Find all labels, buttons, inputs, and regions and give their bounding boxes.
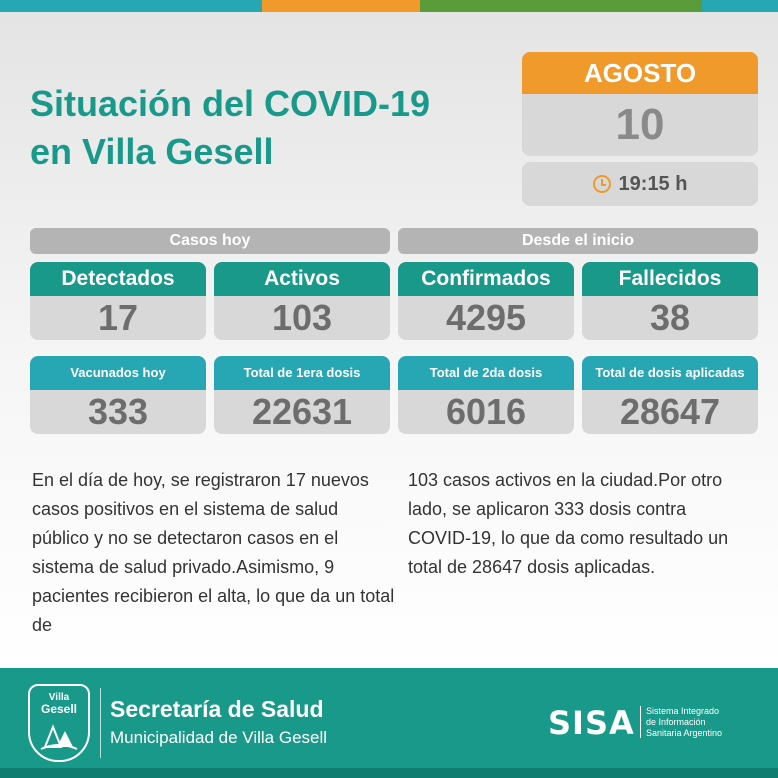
section-since-start: Desde el inicio xyxy=(398,228,758,254)
stat-value: 17 xyxy=(30,296,206,340)
footer-divider xyxy=(100,688,101,758)
stat-value: 333 xyxy=(30,390,206,434)
date-day: 10 xyxy=(522,94,758,156)
title-line-1: Situación del COVID-19 xyxy=(30,83,431,124)
stat-label: Total de dosis aplicadas xyxy=(582,356,758,390)
title-line-2: en Villa Gesell xyxy=(30,131,274,172)
logo-text-2: Gesell xyxy=(40,702,78,716)
sisa-divider xyxy=(640,706,641,738)
page-title xyxy=(30,80,480,176)
sisa-subtitle xyxy=(646,706,722,739)
footer-bottom-bar xyxy=(0,768,778,778)
time-label: 19:15 h xyxy=(618,173,688,195)
summary-paragraph-col2: 103 casos activos en la ciudad.Por otro lado, se aplicaron 333 dosis contra COVID-19, lo que da como resultado un total de 28647 dosis aplicadas. xyxy=(408,470,729,577)
top-color-bar xyxy=(0,0,778,12)
sisa-logo: SISA xyxy=(548,704,635,742)
stat-label: Vacunados hoy xyxy=(30,356,206,390)
stat-label: Confirmados xyxy=(398,262,574,296)
sisa-line-3: Sanitaria Argentino xyxy=(646,728,723,738)
pine-tree-icon xyxy=(37,717,81,753)
stat-value: 4295 xyxy=(398,296,574,340)
stat-segunda-dosis xyxy=(398,356,574,434)
stat-confirmados xyxy=(398,262,574,340)
stat-label: Detectados xyxy=(30,262,206,296)
section-today: Casos hoy xyxy=(30,228,390,254)
stat-value: 28647 xyxy=(582,390,758,434)
stat-dosis-aplicadas xyxy=(582,356,758,434)
stat-value: 103 xyxy=(214,296,390,340)
stat-label: Activos xyxy=(214,262,390,296)
clock-icon xyxy=(593,175,611,193)
org-title: Secretaría de Salud xyxy=(110,696,324,722)
stat-label: Fallecidos xyxy=(582,262,758,296)
stat-label: Total de 1era dosis xyxy=(214,356,390,390)
stat-activos xyxy=(214,262,390,340)
sisa-line-2: de Información xyxy=(646,717,706,727)
logo-text-1: Villa xyxy=(48,692,70,703)
villa-gesell-logo xyxy=(28,684,90,762)
stat-value: 22631 xyxy=(214,390,390,434)
stat-vacunados-hoy xyxy=(30,356,206,434)
stat-label: Total de 2da dosis xyxy=(398,356,574,390)
stat-primera-dosis xyxy=(214,356,390,434)
footer xyxy=(0,668,778,778)
date-time xyxy=(522,162,758,206)
stat-value: 6016 xyxy=(398,390,574,434)
org-subtitle: Municipalidad de Villa Gesell xyxy=(110,728,328,747)
stat-value: 38 xyxy=(582,296,758,340)
summary-paragraph-col1: En el día de hoy, se registraron 17 nuevos casos positivos en el sistema de salud público y no se detectaron casos en el sistema de salud privado.Asimismo, 9 pacientes recibieron el alta, lo que da un total de xyxy=(32,470,395,635)
sisa-line-1: Sistema Integrado xyxy=(646,706,720,716)
stat-detectados xyxy=(30,262,206,340)
stat-fallecidos xyxy=(582,262,758,340)
date-month: AGOSTO xyxy=(522,52,758,94)
